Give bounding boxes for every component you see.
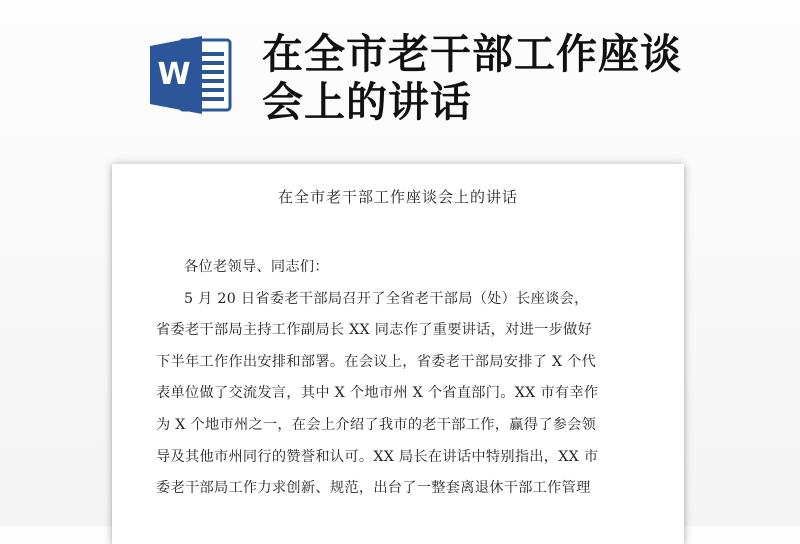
word-icon-letter: W — [157, 57, 191, 92]
document-body — [156, 252, 642, 505]
paragraph-line: 委老干部局工作力求创新、规范，出台了一整套离退休干部工作管理 — [156, 480, 591, 497]
word-document-icon — [150, 32, 234, 118]
document-title: 在全市老干部工作座谈会上的讲话 — [277, 188, 518, 206]
document-page — [112, 164, 684, 544]
paragraph-line: 为 X 个地市州之一，在会上介绍了我市的老干部工作，赢得了参会领 — [156, 416, 597, 433]
page-title: 在全市老干部工作座谈会上的讲话 — [262, 30, 682, 126]
paragraph-line: 下半年工作作出安排和部署。在会议上，省委老干部局安排了 X 个代 — [156, 353, 597, 370]
paragraph-line: 导及其他市州同行的赞誉和认可。XX 局长在讲话中特别指出，XX 市 — [156, 448, 599, 465]
paragraph-line: 5 月 20 日省委老干部局召开了全省老干部局（处）长座谈会， — [184, 290, 589, 307]
paragraph-line: 省委老干部局主持工作副局长 XX 同志作了重要讲话，对进一步做好 — [156, 322, 593, 339]
header-banner — [0, 0, 800, 150]
salutation: 各位老领导、同志们： — [184, 259, 329, 275]
paragraph-line: 表单位做了交流发言，其中 X 个地市州 X 个省直部门。XX 市有幸作 — [156, 385, 599, 402]
